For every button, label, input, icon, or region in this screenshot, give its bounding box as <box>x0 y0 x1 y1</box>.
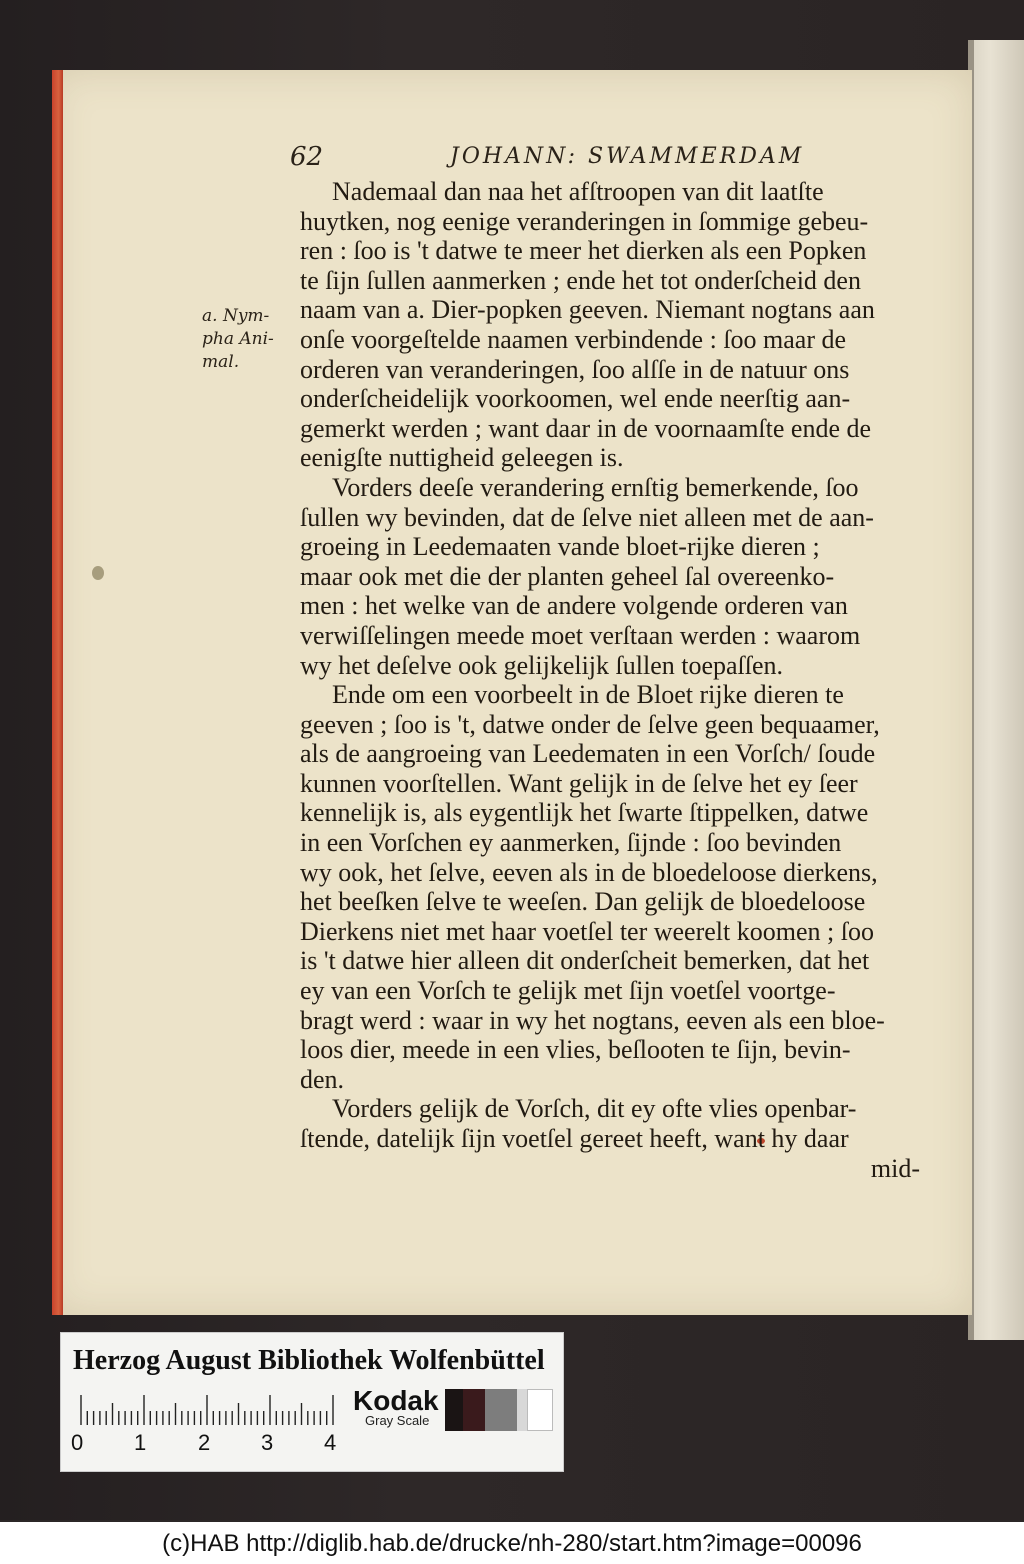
text-line: bragt werd : waar in wy het nogtans, eeven als een bloe- <box>300 1005 885 1035</box>
text-line: kennelijk is, als eygentlijk het ſwarte ſtippelken, datwe <box>300 798 869 828</box>
margin-note-line: pha Ani- <box>202 329 274 349</box>
text-line: wy het deſelve ook gelijkelijk ſullen toepaſſen. <box>300 650 784 680</box>
gray-swatch <box>445 1389 463 1431</box>
page-header <box>290 142 920 176</box>
page-number: 62 <box>290 142 324 172</box>
text-line: huytken, nog eenige veranderingen in ſommige gebeu- <box>300 206 869 236</box>
text-line: ey van een Vorſch te gelijk met ſijn voetſel voortge- <box>300 976 836 1006</box>
catchword: mid- <box>870 1153 920 1183</box>
footer-bar <box>0 1522 1024 1564</box>
text-line: als de aangroeing van Leedematen in een Vorſch/ ſoude <box>300 739 876 769</box>
text-line: ſullen wy bevinden, dat de ſelve niet alleen met de aan- <box>300 502 874 532</box>
gray-swatch <box>485 1389 517 1431</box>
text-line: ſtende, datelijk ſijn voetſel gereet heeft, want hy daar <box>300 1124 849 1153</box>
running-head: JOHANN: SWAMMERDAM <box>450 144 805 169</box>
text-line: Dierkens niet met haar voetſel ter weerelt koomen ; ſoo <box>300 916 874 946</box>
text-line: verwiſſelingen meede moet verſtaan werden : waarom <box>300 620 861 650</box>
margin-note-line: mal. <box>202 352 240 372</box>
gray-swatch <box>527 1389 553 1431</box>
text-line: het beeſken ſelve te weeſen. Dan gelijk de bloedeloose <box>300 887 866 917</box>
text-line: Nademaal dan naa het afſtroopen van dit laatſte <box>332 177 824 206</box>
margin-note-line: a. Nym- <box>202 306 270 326</box>
text-line: kunnen voorſtellen. Want gelijk in de ſelve het ey ſeer <box>300 768 858 798</box>
body-text <box>300 177 920 1183</box>
gray-swatch <box>517 1389 527 1431</box>
text-line: onderſcheidelijk voorkoomen, wel ende neerſtig aan- <box>300 384 851 414</box>
text-line: loos dier, meede in een vlies, beſlooten te ſijn, bevin- <box>300 1035 851 1065</box>
red-page-edge <box>52 70 63 1315</box>
text-line: Vorders deeſe verandering ernſtig bemerkende, ſoo <box>332 472 859 502</box>
next-pages-edge <box>968 40 1024 1340</box>
copyright-url: (c)HAB http://diglib.hab.de/drucke/nh-280/start.htm?image=00096 <box>162 1530 862 1557</box>
text-line: naam van a. Dier-popken geeven. Niemant nogtans aan <box>300 295 875 325</box>
gray-swatch <box>463 1389 485 1431</box>
ruler-number: 3 <box>261 1430 274 1455</box>
library-name: Herzog August Bibliothek Wolfenbüttel <box>73 1345 545 1376</box>
text-line: ren : ſoo is 't datwe te meer het dierken als een Popken <box>300 236 867 266</box>
kodak-logo: Kodak <box>353 1385 439 1416</box>
text-line: is 't datwe hier alleen dit onderſcheit bemerken, dat het <box>300 946 870 976</box>
text-line: wy ook, het ſelve, eeven als in de bloedeloose dierkens, <box>300 857 878 887</box>
color-scale-card <box>60 1332 564 1472</box>
gray-scale-label: Gray Scale <box>365 1413 430 1428</box>
ruler-number: 1 <box>134 1430 147 1455</box>
text-line: eenigſte nuttigheid geleegen is. <box>300 443 624 473</box>
text-line: Ende om een voorbeelt in de Bloet rijke dieren te <box>332 680 844 710</box>
ruler-number: 0 <box>71 1430 84 1455</box>
text-line: geeven ; ſoo is 't, datwe onder de ſelve geen bequaamer, <box>300 709 880 739</box>
ruler <box>77 1389 335 1429</box>
margin-note <box>202 305 292 374</box>
text-line: men : het welke van de andere volgende orderen van <box>300 591 848 621</box>
text-line: orderen van veranderingen, ſoo alſſe in de natuur ons <box>300 354 850 384</box>
text-line: den. <box>300 1064 345 1094</box>
ruler-number: 4 <box>324 1430 337 1455</box>
text-line: onſe voorgeſtelde naamen verbindende : ſoo maar de <box>300 324 847 354</box>
paper-stain <box>92 566 104 580</box>
text-line: gemerkt werden ; want daar in de voornaamſte ende de <box>300 413 872 443</box>
text-line: Vorders gelijk de Vorſch, dit ey ofte vlies openbar- <box>332 1094 857 1124</box>
text-line: te ſijn ſullen aanmerken ; ende het tot onderſcheid den <box>300 265 861 295</box>
text-line: in een Vorſchen ey aanmerken, ſijnde : ſoo bevinden <box>300 828 842 858</box>
text-line: groeing in Leedemaaten vande bloet-rijke dieren ; <box>300 532 820 562</box>
ruler-numbers <box>71 1430 371 1456</box>
text-line: maar ook met die der planten geheel ſal overeenko- <box>300 561 835 591</box>
ruler-number: 2 <box>198 1430 211 1455</box>
